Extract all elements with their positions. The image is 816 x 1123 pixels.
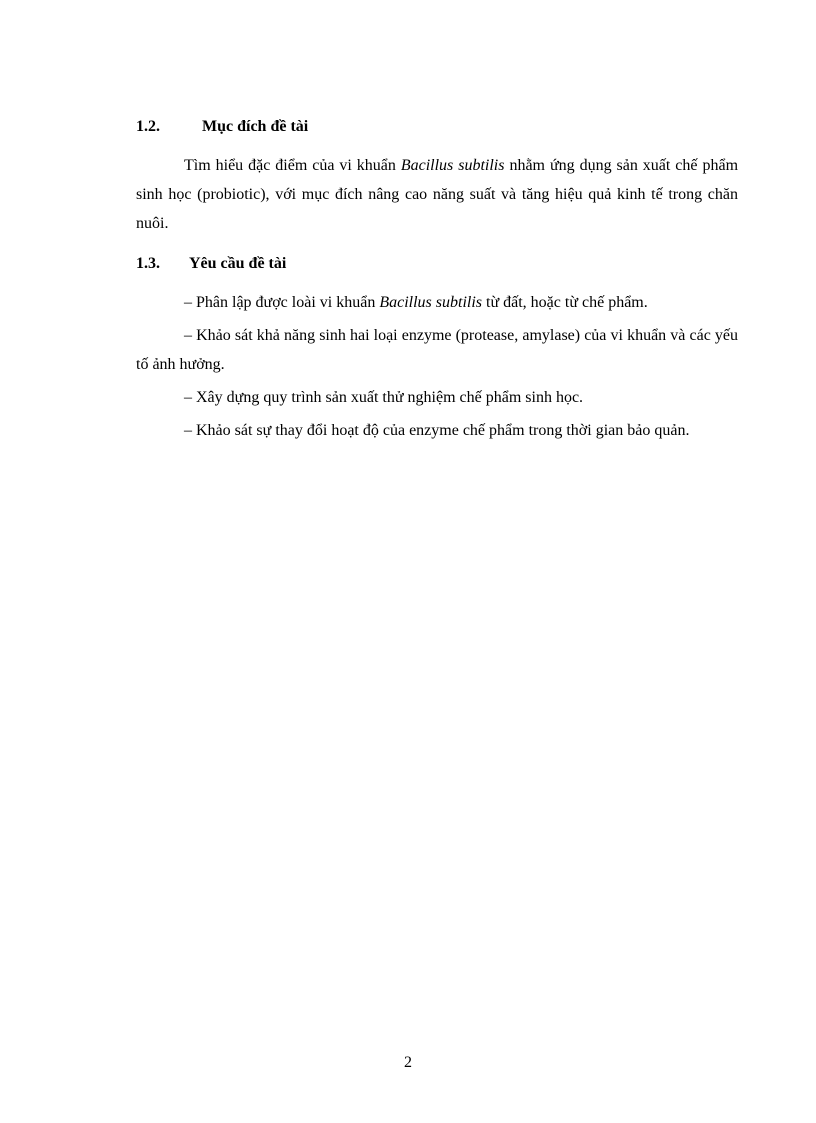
section-number: 1.3. bbox=[136, 255, 160, 272]
section-1-2-paragraph bbox=[136, 151, 738, 238]
list-item-text: Phân lập được loài vi khuẩn bbox=[196, 294, 380, 311]
page-content bbox=[136, 112, 738, 445]
section-heading-1-2 bbox=[136, 112, 738, 141]
section-title: Mục đích đề tài bbox=[202, 118, 309, 135]
species-name: Bacillus subtilis bbox=[400, 157, 505, 174]
list-item-text: Khảo sát khả năng sinh hai loại enzyme (protease, amylase) của vi khuẩn và các yếu tố ảnh hưởng. bbox=[136, 327, 739, 373]
list-item bbox=[136, 383, 738, 412]
paragraph-text: nhằm ứng dụng sản xuất chế phẩm sinh học (probiotic), với mục đích nâng cao năng suất và tăng hiệu quả kinh tế trong chăn nuôi. bbox=[136, 157, 739, 232]
page-number: 2 bbox=[404, 1054, 412, 1071]
list-item bbox=[136, 321, 738, 379]
list-item-text: Khảo sát sự thay đổi hoạt độ của enzyme chế phẩm trong thời gian bảo quản. bbox=[196, 422, 690, 439]
list-item-text: từ đất, hoặc từ chế phẩm. bbox=[482, 294, 648, 311]
list-item bbox=[136, 416, 738, 445]
bullet-dash: – bbox=[184, 389, 192, 406]
bullet-dash: – bbox=[184, 294, 192, 311]
bullet-dash: – bbox=[184, 327, 192, 344]
section-title: Yêu cầu đề tài bbox=[189, 255, 287, 272]
section-number: 1.2. bbox=[136, 118, 160, 135]
species-name: Bacillus subtilis bbox=[379, 294, 482, 311]
section-heading-1-3 bbox=[136, 249, 738, 278]
paragraph-text: Tìm hiểu đặc điểm của vi khuẩn bbox=[184, 157, 401, 174]
list-item-text: Xây dựng quy trình sản xuất thử nghiệm chế phẩm sinh học. bbox=[196, 389, 584, 406]
bullet-dash: – bbox=[184, 422, 192, 439]
list-item bbox=[136, 288, 738, 317]
requirements-list bbox=[136, 288, 738, 445]
